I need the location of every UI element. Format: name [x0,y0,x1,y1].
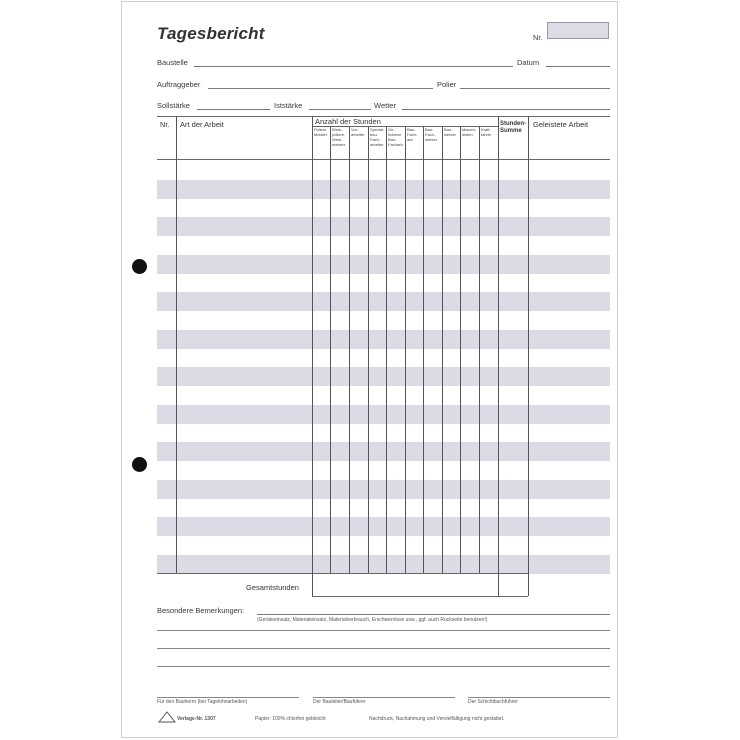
table-row [157,255,610,274]
gesamtstunden-label: Gesamtstunden [246,583,299,592]
table-row [157,442,610,461]
remarks-label: Besondere Bemerkungen: [157,606,245,615]
remarks-line[interactable] [157,648,610,649]
col-divider [423,126,424,573]
sollstaerke-label: Sollstärke [157,101,190,110]
punch-hole [132,457,147,472]
col-hour-header: Bau-Fach-werker [425,127,438,142]
col-divider [498,116,499,596]
table-top-border [157,116,610,117]
col-hour-header: Kraft-fahrer [481,127,492,137]
col-divider [368,126,369,573]
table-row [157,405,610,424]
col-divider [176,116,177,573]
footer-papier: Papier: 100% chlorfrei gebleicht [255,716,326,722]
col-hour-header: Ge-hobene Bau-Facharb. [388,127,404,147]
col-divider [479,126,480,573]
table-header-border [157,159,610,160]
polier-label: Polier [437,80,457,89]
col-anzahl-header: Anzahl der Stunden [315,117,381,126]
col-art-header: Art der Arbeit [180,120,224,129]
nr-label: Nr. [533,33,543,42]
col-hour-header: Vor-arbeiter [351,127,365,137]
wetter-field[interactable] [402,109,610,110]
signature-line[interactable] [468,697,610,698]
col-hour-header: Maschi-nisten [462,127,477,137]
signature-line[interactable] [313,697,455,698]
baustelle-field[interactable] [194,66,513,67]
remarks-field[interactable] [257,614,610,615]
datum-field[interactable] [546,66,610,67]
footer-verlag: Verlage-Nr. 1307 [177,716,216,722]
remarks-line[interactable] [157,630,610,631]
col-divider [386,126,387,573]
signature-label-schichtbuchfuehrer: Der Schichtbuchführer [468,699,518,705]
table-row [157,480,610,499]
col-stunden-summe-header: Stunden-Summe [500,121,526,134]
col-geleistete-header: Geleistete Arbeit [533,120,589,129]
col-nr-header: Nr. [160,120,170,129]
iststaerke-field[interactable] [309,109,371,110]
nr-field[interactable] [547,22,609,39]
gesamtstunden-border [312,596,528,597]
col-divider [312,116,313,596]
table-row [157,217,610,236]
table-row [157,555,610,574]
publisher-logo-icon [157,711,177,723]
col-hour-header: Spezial-bau-Fach-arbeiter [370,127,385,147]
table-row [157,180,610,199]
table-row [157,367,610,386]
signature-line[interactable] [157,697,299,698]
col-divider [528,116,529,596]
signature-label-bauherr: Für den Bauherrn (bei Tagelohnarbeiten) [157,699,248,705]
col-divider [442,126,443,573]
table-row [157,292,610,311]
auftraggeber-field[interactable] [208,88,433,89]
signature-label-bauleiter: Der Bauleiter/Bauführer [313,699,366,705]
datum-label: Datum [517,58,540,67]
col-hour-header: Werk-poliere, Werk-meister [332,127,346,147]
col-hour-header: Bau-Fach-arb. [407,127,418,142]
polier-field[interactable] [460,88,610,89]
col-hour-header: Bau-werker [444,127,457,137]
remarks-line[interactable] [157,666,610,667]
form-title: Tagesbericht [157,24,265,43]
col-divider [405,126,406,573]
table-row [157,517,610,536]
wetter-label: Wetter [374,101,396,110]
col-divider [349,126,350,573]
col-divider [330,126,331,573]
auftraggeber-label: Auftraggeber [157,80,201,89]
iststaerke-label: Iststärke [274,101,303,110]
sollstaerke-field[interactable] [197,109,270,110]
remarks-hint: (Geräteeinsatz, Materialeinsatz, Materialverbrauch, Erschwernisse usw., ggf. auch Rückseite benutzen!) [257,617,488,623]
baustelle-label: Baustelle [157,58,188,67]
footer-nachdruck: Nachdruck, Nachahmung und Vervielfältigung nicht gestattet. [369,716,505,722]
table-bottom-border [157,573,528,574]
table-row [157,330,610,349]
col-divider [460,126,461,573]
punch-hole [132,259,147,274]
col-hour-header: Poliere Meister [314,127,328,137]
